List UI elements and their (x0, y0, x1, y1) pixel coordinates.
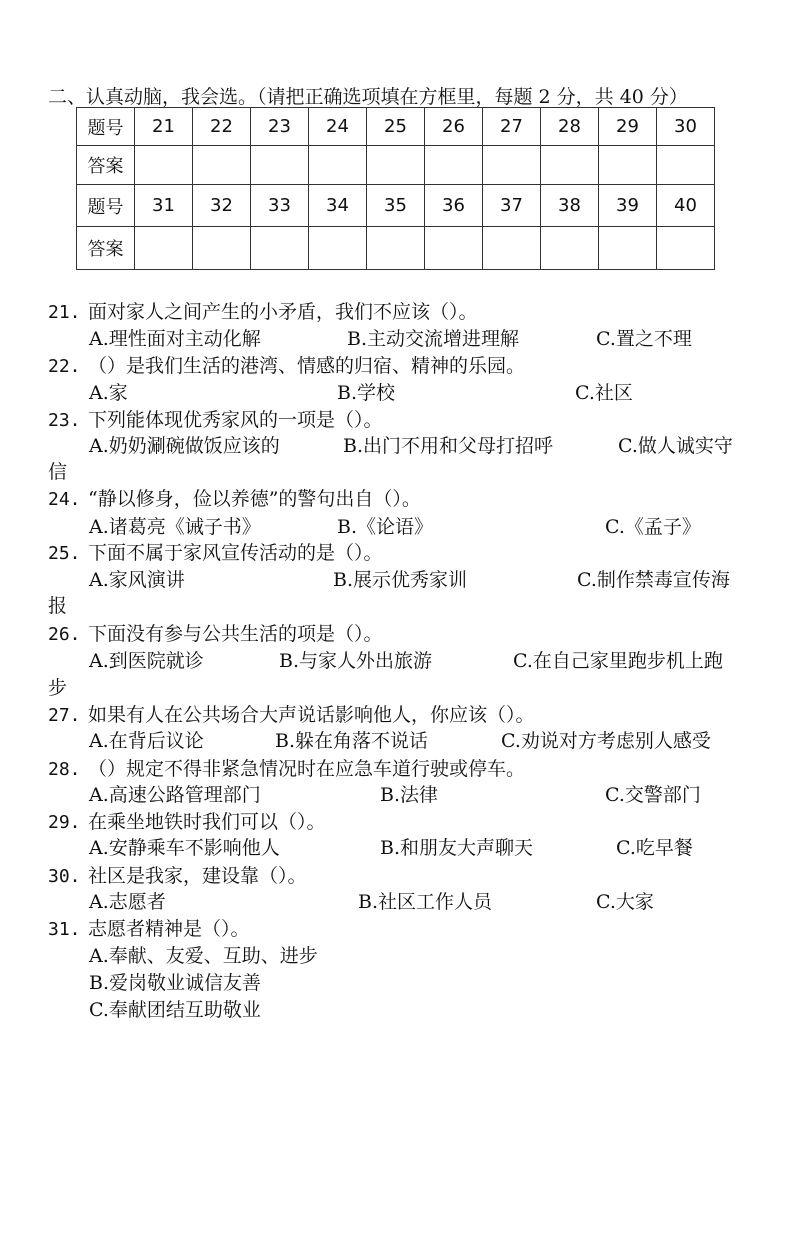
question-number-cell: 21 (135, 108, 193, 146)
question-number-cell: 27 (483, 108, 541, 146)
option-b: B.与家人外出旅游 (279, 650, 433, 672)
question-stem (48, 405, 383, 432)
question-number: 24. (48, 489, 81, 510)
question-number: 29. (48, 812, 81, 833)
option-a: A.在背后议论 (89, 730, 204, 752)
option-b: B.法律 (380, 784, 439, 806)
question-stem (48, 297, 478, 324)
question-stem (48, 484, 421, 511)
option-b: B.学校 (337, 382, 396, 404)
option-c: C.在自己家里跑步机上跑 (513, 650, 723, 672)
table-row (77, 185, 715, 227)
option-a: A.理性面对主动化解 (89, 328, 261, 350)
answer-label: 答案 (77, 227, 135, 270)
answer-cell[interactable] (425, 146, 483, 185)
option-c: C.奉献团结互助敬业 (89, 999, 261, 1021)
answer-cell[interactable] (193, 146, 251, 185)
answer-cell[interactable] (425, 227, 483, 270)
question-number-cell: 25 (367, 108, 425, 146)
option-c: C.做人诚实守 (618, 435, 733, 457)
question-number-cell: 22 (193, 108, 251, 146)
option-c-wrap: 报 (48, 595, 68, 617)
option-b: B.爱岗敬业诚信友善 (89, 972, 262, 994)
question-number-cell: 29 (599, 108, 657, 146)
question-text: 如果有人在公共场合大声说话影响他人，你应该（）。 (88, 704, 535, 726)
question-number-cell: 35 (367, 185, 425, 227)
question-stem (48, 754, 525, 781)
question-number-cell: 30 (657, 108, 715, 146)
option-c-wrap: 步 (48, 677, 68, 699)
question-number: 25. (48, 543, 81, 564)
answer-cell[interactable] (541, 227, 599, 270)
option-b: B.《论语》 (337, 516, 434, 538)
option-b: B.出门不用和父母打招呼 (343, 435, 554, 457)
answer-cell[interactable] (483, 227, 541, 270)
question-text: 下面不属于家风宣传活动的是（）。 (88, 542, 383, 564)
option-a: A.家 (89, 382, 128, 404)
question-number-cell: 39 (599, 185, 657, 227)
answer-cell[interactable] (599, 227, 657, 270)
question-stem (48, 861, 307, 888)
answer-label: 答案 (77, 146, 135, 185)
question-number-cell: 36 (425, 185, 483, 227)
question-text: 在乘坐地铁时我们可以（）。 (88, 811, 326, 833)
answer-cell[interactable] (135, 227, 193, 270)
question-number-cell: 26 (425, 108, 483, 146)
table-row (77, 146, 715, 185)
question-number: 26. (48, 624, 81, 645)
question-number: 21. (48, 302, 81, 323)
question-number: 27. (48, 705, 81, 726)
table-row (77, 108, 715, 146)
question-number: 23. (48, 410, 81, 431)
answer-cell[interactable] (367, 227, 425, 270)
question-text: （）规定不得非紧急情况时在应急车道行驶或停车。 (88, 758, 526, 780)
answer-table (76, 107, 715, 270)
option-a: A.高速公路管理部门 (89, 784, 261, 806)
answer-cell[interactable] (309, 227, 367, 270)
option-c: C.吃早餐 (616, 837, 693, 859)
answer-cell[interactable] (135, 146, 193, 185)
section-heading: 二、认真动脑，我会选。（请把正确选项填在方框里，每题 2 分，共 40 分） (48, 86, 688, 108)
question-stem (48, 619, 383, 646)
question-text: 下列能体现优秀家风的一项是（）。 (88, 409, 383, 431)
answer-cell[interactable] (541, 146, 599, 185)
question-stem (48, 700, 535, 727)
option-a: A.安静乘车不影响他人 (89, 837, 280, 859)
option-c: C.制作禁毒宣传海 (577, 569, 730, 591)
option-c: C.交警部门 (605, 784, 701, 806)
question-number-cell: 31 (135, 185, 193, 227)
option-a: A.诸葛亮《诫子书》 (89, 516, 261, 538)
question-stem (48, 914, 250, 941)
option-a: A.志愿者 (89, 891, 166, 913)
option-c: C.置之不理 (596, 328, 692, 350)
option-b: B.和朋友大声聊天 (380, 837, 534, 859)
option-a: A.奉献、友爱、互助、进步 (89, 945, 318, 967)
option-a: A.奶奶涮碗做饭应该的 (89, 435, 280, 457)
table-row (77, 227, 715, 270)
option-a: A.到医院就诊 (89, 650, 204, 672)
option-b: B.躲在角落不说话 (275, 730, 429, 752)
question-text: 面对家人之间产生的小矛盾，我们不应该（）。 (88, 301, 478, 323)
option-c: C.劝说对方考虑别人感受 (501, 730, 711, 752)
question-number-cell: 32 (193, 185, 251, 227)
question-number-cell: 33 (251, 185, 309, 227)
answer-cell[interactable] (657, 146, 715, 185)
question-text: “静以修身，俭以养德”的警句出自（）。 (88, 488, 421, 510)
question-number-cell: 34 (309, 185, 367, 227)
question-number: 22. (48, 356, 81, 377)
question-text: 社区是我家，建设靠（）。 (88, 865, 307, 887)
question-number-cell: 38 (541, 185, 599, 227)
question-number-label: 题号 (77, 185, 135, 227)
answer-cell[interactable] (599, 146, 657, 185)
answer-cell[interactable] (193, 227, 251, 270)
option-c: C.大家 (596, 891, 654, 913)
question-number: 28. (48, 759, 81, 780)
question-number-cell: 37 (483, 185, 541, 227)
option-b: B.展示优秀家训 (333, 569, 468, 591)
answer-cell[interactable] (483, 146, 541, 185)
answer-cell[interactable] (251, 146, 309, 185)
answer-cell[interactable] (309, 146, 367, 185)
question-text: 志愿者精神是（）。 (88, 918, 250, 940)
question-stem (48, 351, 525, 378)
option-c-wrap: 信 (48, 461, 68, 483)
question-number-cell: 23 (251, 108, 309, 146)
option-b: B.社区工作人员 (358, 891, 493, 913)
option-b: B.主动交流增进理解 (347, 328, 520, 350)
question-number-cell: 28 (541, 108, 599, 146)
question-stem (48, 538, 383, 565)
answer-cell[interactable] (657, 227, 715, 270)
option-c: C.《孟子》 (605, 516, 701, 538)
question-number: 30. (48, 866, 81, 887)
option-c: C.社区 (575, 382, 633, 404)
question-number: 31. (48, 919, 81, 940)
option-a: A.家风演讲 (89, 569, 185, 591)
question-stem (48, 807, 326, 834)
answer-cell[interactable] (367, 146, 425, 185)
question-text: 下面没有参与公共生活的项是（）。 (88, 623, 383, 645)
question-number-label: 题号 (77, 108, 135, 146)
question-number-cell: 40 (657, 185, 715, 227)
question-number-cell: 24 (309, 108, 367, 146)
answer-cell[interactable] (251, 227, 309, 270)
question-text: （）是我们生活的港湾、情感的归宿、精神的乐园。 (88, 355, 526, 377)
